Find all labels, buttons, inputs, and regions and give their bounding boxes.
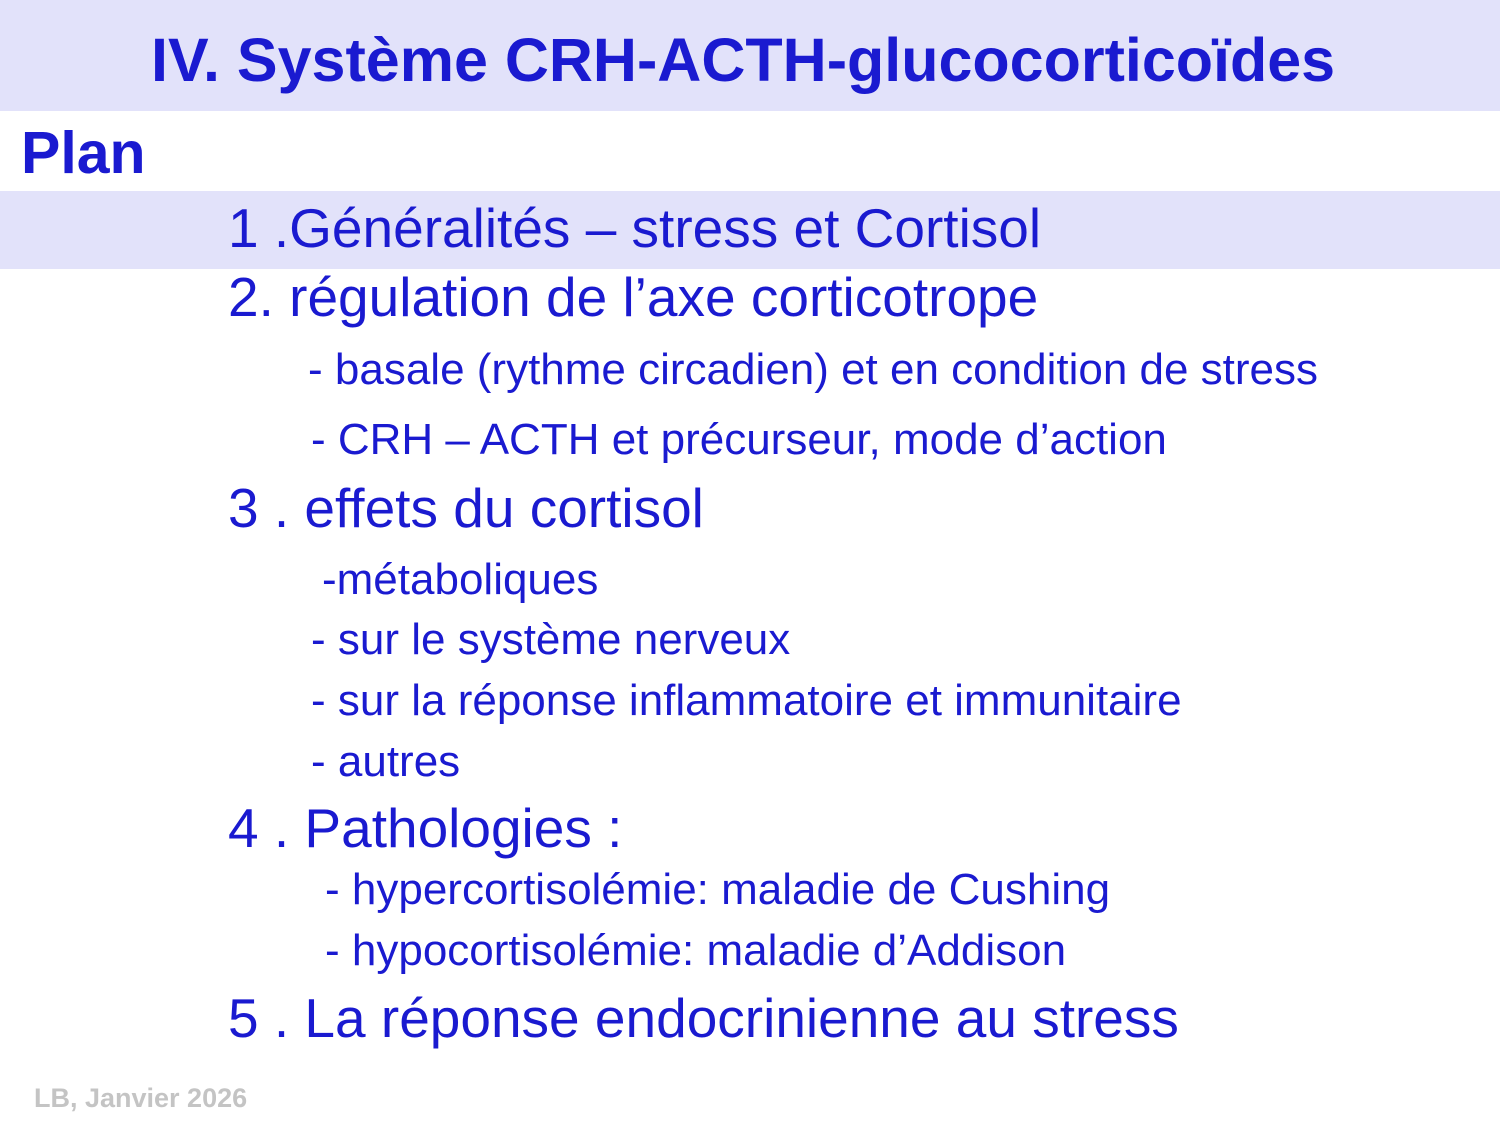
outline-subitem-4a: - hypercortisolémie: maladie de Cushing [325, 865, 1111, 914]
outline-subitem-2b: - CRH – ACTH et précurseur, mode d’action [311, 415, 1167, 464]
outline-item-3: 3 . effets du cortisol [228, 477, 704, 539]
outline-subitem-2a: - basale (rythme circadien) et en condition de stress [308, 345, 1319, 394]
outline-subitem-4b: - hypocortisolémie: maladie d’Addison [325, 926, 1067, 975]
outline-item-4: 4 . Pathologies : [228, 797, 623, 859]
outline-item-5: 5 . La réponse endocrinienne au stress [228, 987, 1179, 1049]
plan-heading: Plan [21, 120, 146, 186]
footer-credit: LB, Janvier 2026 [34, 1083, 248, 1113]
outline-subitem-3b: - sur le système nerveux [311, 615, 791, 664]
outline-item-1: 1 .Généralités – stress et Cortisol [228, 197, 1042, 259]
outline-subitem-3a: -métaboliques [322, 555, 599, 604]
outline-subitem-3d: - autres [311, 737, 461, 786]
outline-item-2: 2. régulation de l’axe corticotrope [228, 266, 1039, 328]
slide-title: IV. Système CRH-ACTH-glucocorticoïdes [151, 26, 1336, 94]
outline-subitem-3c: - sur la réponse inflammatoire et immunitaire [311, 676, 1182, 725]
